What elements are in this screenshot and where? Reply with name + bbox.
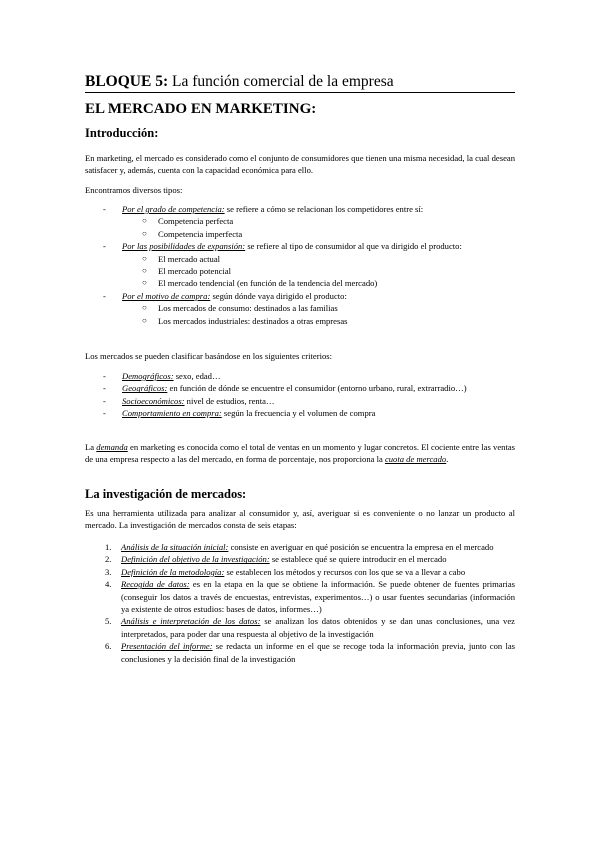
market-share-term: cuota de mercado [384,454,447,465]
list-item: - Demográficos: sexo, edad… [103,371,221,381]
list-item: - Por el grado de competencia: se refiere a cómo se relacionan los competidores entre sí: [103,204,424,214]
list-item-desc: se refiere a cómo se relacionan los competidores entre sí: [224,204,424,214]
list-item-term: Por el grado de competencia: [122,204,225,214]
circle-bullet-icon: ○ [142,266,147,276]
intro-heading: Introducción: [85,126,159,140]
page-header [85,73,515,93]
circle-bullet-icon: ○ [142,278,147,288]
criteria-list [85,370,515,420]
intro-paragraph: En marketing, el mercado es considerado como el conjunto de consumidores que tienen una misma necesidad, la cual desean satisfacer y, además, cuenta con la capacidad económica para ello. [85,153,515,176]
criteria-intro: Los mercados se pueden clasificar basándose en los siguientes criterios: [85,351,332,361]
list-item-desc: se refiere al tipo de consumidor al que va dirigido el producto: [245,241,462,252]
demand-paragraph: La demanda en marketing es conocida como el total de ventas en un momento y lugar concretos. El cociente entre las ventas de una empresa respecto a las del mercado, en forma de porcentaje, nos proporciona la cuota de mercado. [85,442,515,465]
sub-list-item: ○ El mercado tendencial (en función de la tendencia del mercado) [142,278,378,289]
sub-list-item: ○ Competencia perfecta [142,216,234,227]
list-item: 4. Recogida de datos: es en la etapa en la que se obtiene la información. Se puede obtener de fuentes primarias (conseguir los datos a través de encuestas, entrevistas, experimentos…) o usar fuentes secundarias (información ya existente de otros estudios: bases de datos, informes…) [105,579,515,615]
sub-list-item: ○ El mercado potencial [142,266,232,277]
list-item: 1. Análisis de la situación inicial: consiste en averiguar en qué posición se encuentra la empresa en el mercado [105,542,494,552]
sub-list-item: ○ El mercado actual [142,253,221,264]
list-item: 5. Análisis e interpretación de los datos: se analizan los datos obtenidos y se dan unas conclusiones, una vez interpretados, para poder dar una respuesta al objetivo de la investigación [105,616,515,639]
list-item: - Comportamiento en compra: según la frecuencia y el volumen de compra [103,408,376,419]
list-item: 6. Presentación del informe: se redacta un informe en el que se recoge toda la información previa, junto con las conclusiones y la decisión final de la investigación [105,641,515,664]
circle-bullet-icon: ○ [142,253,147,263]
circle-bullet-icon: ○ [142,315,147,325]
demand-term: demanda [96,442,128,452]
sub-list-item: ○ Competencia imperfecta [142,228,243,239]
circle-bullet-icon: ○ [142,228,147,238]
main-title: EL MERCADO EN MARKETING: [85,101,317,117]
header-title: La función comercial de la empresa [171,73,394,90]
list-item-term: Por el motivo de compra: [122,290,211,301]
research-paragraph: Es una herramienta utilizada para analizar al consumidor y, así, averiguar si es conveniente o no lanzar un producto al mercado. La investigación de mercados consta de seis etapas: [85,508,515,531]
circle-bullet-icon: ○ [142,216,147,226]
list-item-term: Por las posibilidades de expansión: [122,241,246,252]
market-types-list [85,203,515,327]
list-item: - Por el motivo de compra: según dónde vaya dirigido el producto: [103,290,347,301]
types-intro: Encontramos diversos tipos: [85,185,183,195]
sub-list-item: ○ Los mercados industriales: destinados a otras empresas [142,315,348,326]
research-heading: La investigación de mercados: [85,487,247,501]
list-item: 3. Definición de la metodología: se establecen los métodos y recursos con los que se va a llevar a cabo [105,566,466,577]
list-item: - Socioeconómicos: nivel de estudios, renta… [103,395,275,406]
sub-list-item: ○ Los mercados de consumo: destinados a las familias [142,303,338,314]
list-item-desc: según dónde vaya dirigido el producto: [210,290,347,301]
research-steps-list [85,541,515,665]
circle-bullet-icon: ○ [142,303,147,313]
header-bloque: BLOQUE 5: [85,73,169,90]
list-item: 2. Definición del objetivo de la investigación: se establece qué se quiere introducir en el mercado [105,554,447,565]
list-item: - Por las posibilidades de expansión: se refiere al tipo de consumidor al que va dirigido el producto: [103,241,462,252]
list-item: - Geográficos: en función de dónde se encuentre el consumidor (entorno urbano, rural, extrarradio…) [103,383,467,394]
